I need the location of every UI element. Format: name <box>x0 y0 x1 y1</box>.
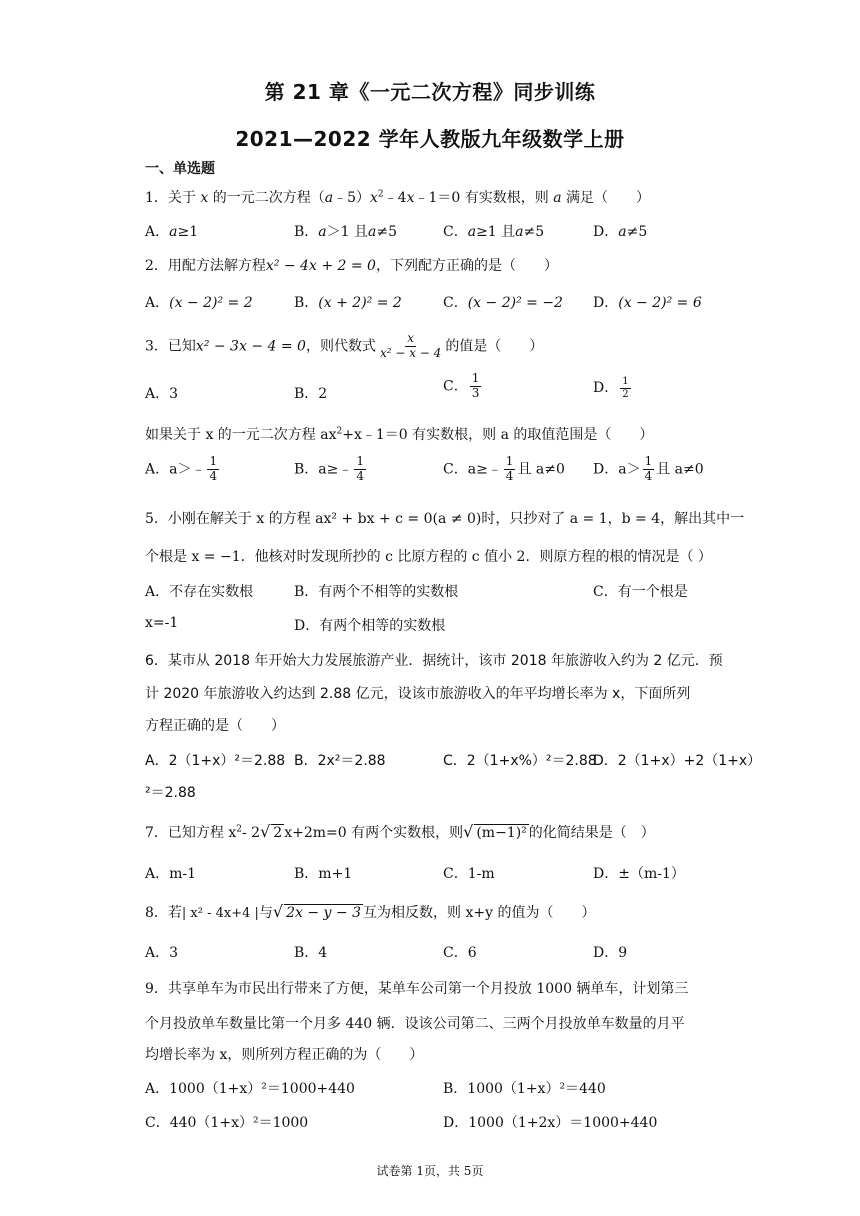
question-1: 1．关于 x 的一元二次方程$(a﹣5)x^2﹣4x﹣1=0$ 有实数根，则 a 满足（ ） <box>145 189 651 206</box>
q5-option-d[interactable]: D．有两个相等的实数根 <box>294 618 446 634</box>
q3-option-b[interactable]: B．2 <box>294 386 328 402</box>
q5-option-c-cont: x=-1 <box>145 615 179 631</box>
question-5-line-1: 5．小刚在解关于 x 的方程 ax² + bx + c = 0(a ≠ 0)时，只抄对了 a = 1，b = 4，解出其中一 <box>145 511 745 527</box>
question-6-line-3: 方程正确的是（ ） <box>145 718 285 734</box>
q3-option-d[interactable]: D． $\frac{1}{2}$ <box>593 376 629 400</box>
q6-option-b[interactable]: B．2x²＝2.88 <box>294 753 386 769</box>
q1-option-b[interactable]: B．a＞1 且a≠5 <box>294 224 398 240</box>
q9-option-c[interactable]: C．440（1+x）²＝1000 <box>145 1115 309 1131</box>
q7-option-d[interactable]: D．±（m-1） <box>593 866 685 882</box>
q5-option-b[interactable]: B．有两个不相等的实数根 <box>294 584 459 600</box>
q3-fraction: $\frac{x}{\text{x² − x − 4}}$ <box>379 331 442 360</box>
page-title: 第 21 章《一元二次方程》同步训练 <box>264 80 596 104</box>
q1-option-d[interactable]: D．a≠5 <box>593 224 648 240</box>
q8-option-c[interactable]: C．6 <box>443 945 477 961</box>
question-6-line-2: 计 2020 年旅游收入约达到 2.88 亿元，设该市旅游收入的年平均增长率为 x，下面所列 <box>145 686 691 702</box>
q2-option-b[interactable]: B．(x + 2)² = 2 <box>294 295 402 311</box>
question-9-line-1: 9．共享单车为市民出行带来了方便，某单车公司第一个月投放 1000 辆单车，计划第三 <box>145 981 689 997</box>
q4-option-a[interactable]: A．a＞﹣ $\frac{1}{4}$ <box>145 454 218 483</box>
q4-option-c[interactable]: C．a≥﹣ $\frac{1}{4}$ 且 a≠0 <box>443 454 565 483</box>
page-footer: 试卷第 1页，共 5页 <box>376 1164 484 1178</box>
question-2: 2．用配方法解方程x² − 4x + 2 = 0，下列配方正确的是（ ） <box>145 258 558 274</box>
q2-option-c[interactable]: C．(x − 2)² = −2 <box>443 295 563 311</box>
q7-option-c[interactable]: C．1-m <box>443 866 495 882</box>
q6-option-a[interactable]: A．2（1+x）²＝2.88 <box>145 753 286 769</box>
q2-option-d[interactable]: D．(x − 2)² = 6 <box>593 295 702 311</box>
q2-option-a[interactable]: A．(x − 2)² = 2 <box>145 295 253 311</box>
q8-option-a[interactable]: A．3 <box>145 945 179 961</box>
q3-option-c[interactable]: C． $\frac{1}{3}$ <box>443 371 480 400</box>
q7-option-a[interactable]: A．m-1 <box>145 866 197 882</box>
section-heading: 一、单选题 <box>145 161 215 177</box>
q8-option-b[interactable]: B．4 <box>294 945 328 961</box>
q9-option-a[interactable]: A．1000（1+x）²＝1000+440 <box>145 1081 355 1097</box>
q4-option-b[interactable]: B．a≥﹣ $\frac{1}{4}$ <box>294 454 365 483</box>
q6-option-d-cont: ²＝2.88 <box>145 785 196 801</box>
q9-option-d[interactable]: D．1000（1+2x）＝1000+440 <box>443 1115 658 1131</box>
question-6-line-1: 6．某市从 2018 年开始大力发展旅游产业．据统计，该市 2018 年旅游收入约为 2 亿元．预 <box>145 653 723 669</box>
q8-option-d[interactable]: D．9 <box>593 945 628 961</box>
page-subtitle: 2021—2022 学年人教版九年级数学上册 <box>235 127 625 151</box>
question-4: 如果关于 x 的一元二次方程 $ax^2+x﹣1=0$ 有实数根，则 a 的取值范围是（ ） <box>145 426 654 443</box>
q3-option-a[interactable]: A．3 <box>145 386 179 402</box>
q1-option-a[interactable]: A．a≥1 <box>145 224 199 240</box>
question-9-line-3: 均增长率为 x，则所列方程正确的为（ ） <box>145 1047 424 1063</box>
q5-option-c[interactable]: C．有一个根是 <box>593 584 688 600</box>
question-3: 3．已知x² − 3x − 4 = 0，则代数式 $\frac{x}{\text{x² − x − 4}}$ 的值是（ ） <box>145 331 544 360</box>
q4-option-d[interactable]: D．a＞ $\frac{1}{4}$ 且 a≠0 <box>593 454 704 483</box>
q6-option-c[interactable]: C．2（1+x%）²＝2.88 <box>443 753 597 769</box>
question-7: 7．已知方程 $x^2-$ 2√ 2 x+2m=0 有两个实数根，则√ (m−1)² 的化简结果是（ ） <box>145 822 655 841</box>
q6-option-d[interactable]: D．2（1+x）+2（1+x） <box>593 753 762 769</box>
question-9-line-2: 个月投放单车数量比第一个月多 440 辆．设该公司第二、三两个月投放单车数量的月平 <box>145 1016 685 1032</box>
q7-option-b[interactable]: B．m+1 <box>294 866 353 882</box>
question-8: 8．若| x² - 4x+4 |与√ 2x − y − 3 互为相反数，则 x+y 的值为（ ） <box>145 902 596 921</box>
q1-option-c[interactable]: C．a≥1 且a≠5 <box>443 224 545 240</box>
question-5-line-2: 个根是 x = −1．他核对时发现所抄的 c 比原方程的 c 值小 2．则原方程的根的情况是（ ） <box>145 549 712 565</box>
q9-option-b[interactable]: B．1000（1+x）²＝440 <box>443 1081 606 1097</box>
q5-option-a[interactable]: A．不存在实数根 <box>145 584 254 600</box>
